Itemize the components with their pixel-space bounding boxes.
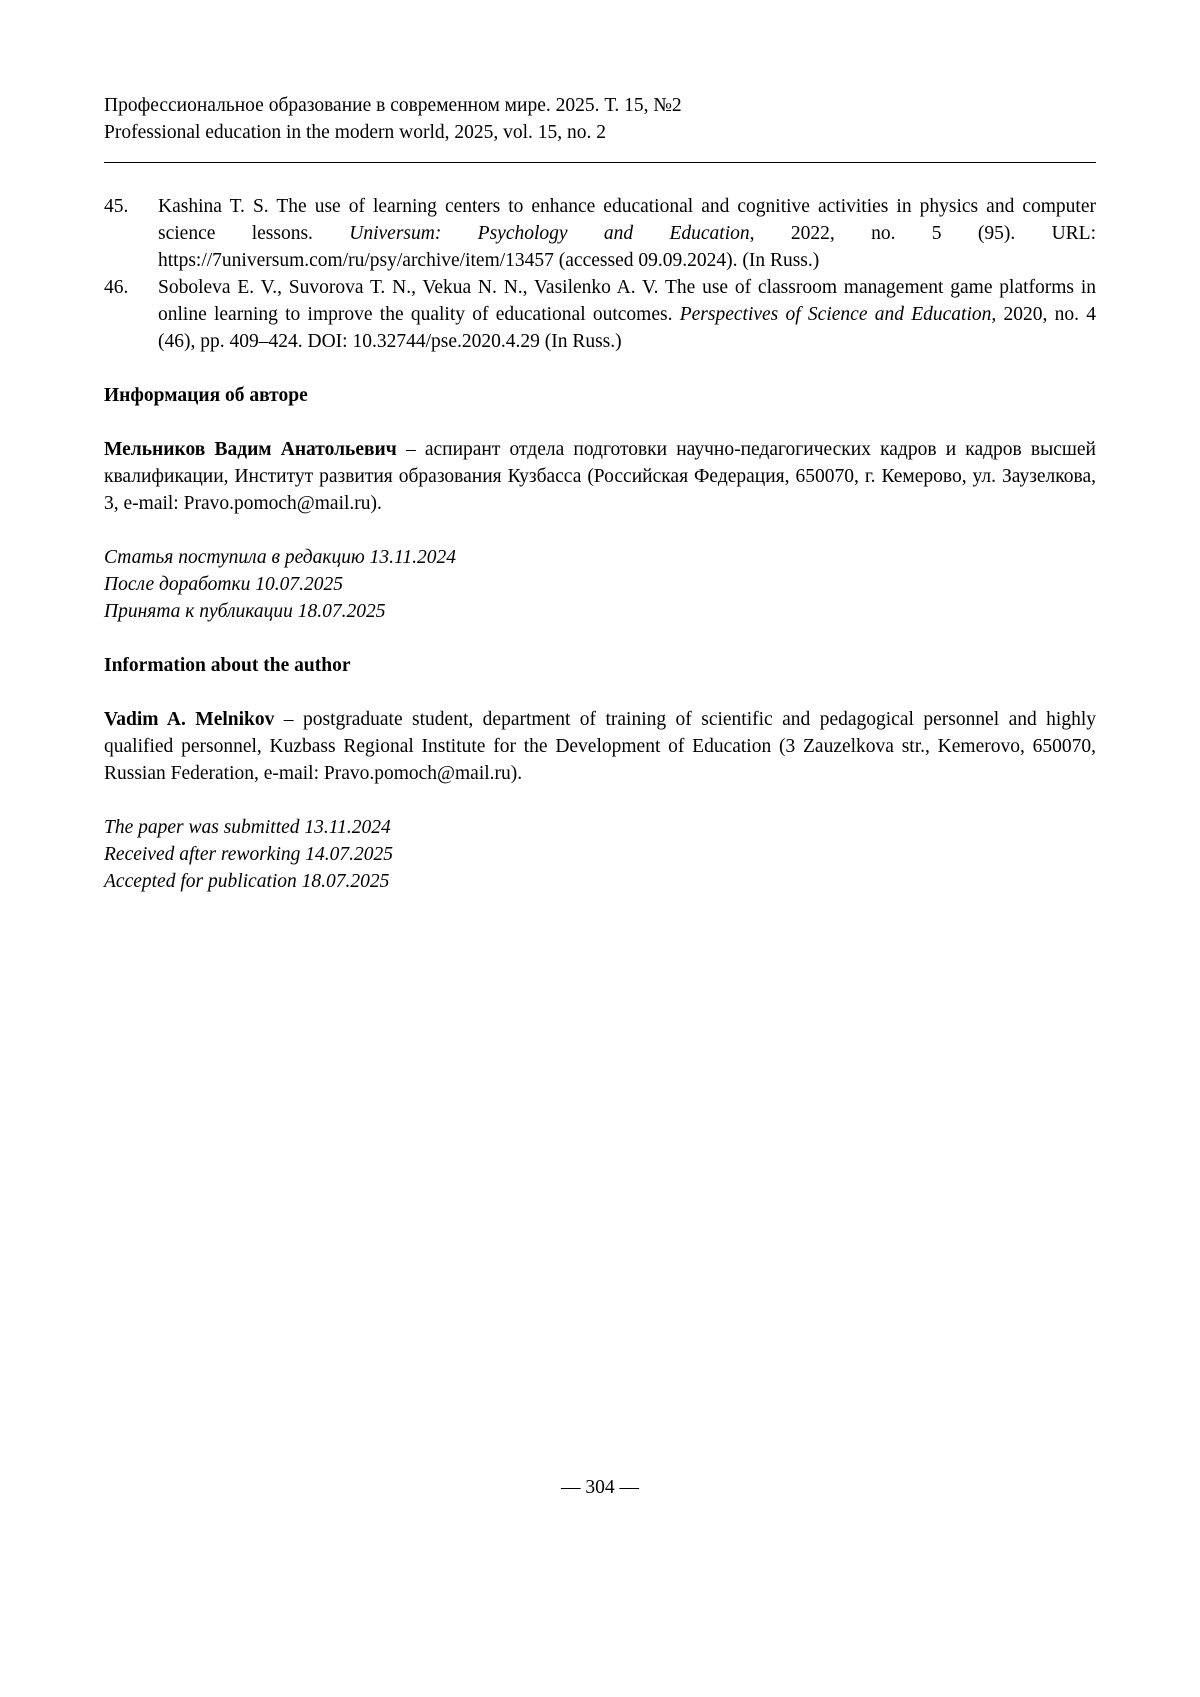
author-paragraph-ru bbox=[104, 436, 1096, 517]
date-reworked-en: Received after reworking 14.07.2025 bbox=[104, 844, 393, 865]
journal-title-ru: Профессиональное образование в современном мире. 2025. Т. 15, №2 bbox=[104, 95, 682, 116]
reference-text-part: , 2022, no. 5 (95). URL: https://7universum.com/ru/psy/archive/item/13457 (accessed 09.09.2024). (In Russ.) bbox=[158, 223, 1097, 271]
date-accepted-ru: Принята к публикации 18.07.2025 bbox=[104, 601, 386, 622]
reference-number: 46. bbox=[104, 277, 129, 298]
reference-text-part: Kashina T. S. The use of learning centers to enhance educational and cognitive activities in physics and computer science lessons. bbox=[158, 196, 1096, 244]
section-heading-author-info-en: Information about the author bbox=[104, 655, 351, 676]
running-header bbox=[104, 92, 1096, 163]
reference-text-part: 2020, no. 4 (46), pp. 409–424. DOI: 10.32744/pse.2020.4.29 (In Russ.) bbox=[158, 304, 1096, 352]
author-bio-en: – postgraduate student, department of training of scientific and pedagogical personnel and highly qualified personnel, Kuzbass Regional Institute for the Development of Education (3 Zauzelkova str., Kemerovo, 650070, Russian Federation, e-mail: Pravo.pomoch@mail.ru). bbox=[104, 709, 1096, 784]
author-name-en: Vadim A. Melnikov bbox=[104, 709, 275, 730]
reference-text-part: Soboleva E. V., Suvorova T. N., Vekua N. N., Vasilenko A. V. The use of classroom management game platforms in online learning to improve the quality of educational outcomes. bbox=[158, 277, 1096, 325]
journal-name: Universum: Psychology and Education bbox=[349, 223, 750, 244]
author-bio-ru: – аспирант отдела подготовки научно-педагогических кадров и кадров высшей квалификации, Институт развития образования Кузбасса (Российская Федерация, 650070, г. Кемерово, ул. Заузелкова, 3, e-mail: Pravo.pomoch@mail.ru). bbox=[104, 439, 1096, 514]
reference-text bbox=[158, 193, 1096, 274]
author-name-ru: Мельников Вадим Анатольевич bbox=[104, 439, 397, 460]
page-number: — 304 — bbox=[561, 1477, 639, 1498]
article-dates-ru bbox=[104, 544, 1096, 625]
header-rule bbox=[104, 162, 1096, 163]
date-accepted-en: Accepted for publication 18.07.2025 bbox=[104, 871, 390, 892]
reference-item-45 bbox=[104, 193, 1096, 274]
date-reworked-ru: После доработки 10.07.2025 bbox=[104, 574, 343, 595]
reference-number: 45. bbox=[104, 196, 129, 217]
article-dates-en bbox=[104, 814, 1096, 895]
journal-name: Perspectives of Science and Education, bbox=[679, 304, 997, 325]
reference-text bbox=[158, 274, 1096, 355]
reference-list bbox=[104, 193, 1096, 355]
reference-item-46 bbox=[104, 274, 1096, 355]
journal-title-en: Professional education in the modern world, 2025, vol. 15, no. 2 bbox=[104, 122, 607, 143]
date-submitted-ru: Статья поступила в редакцию 13.11.2024 bbox=[104, 547, 456, 568]
author-paragraph-en bbox=[104, 706, 1096, 787]
section-heading-author-info-ru: Информация об авторе bbox=[104, 385, 308, 406]
date-submitted-en: The paper was submitted 13.11.2024 bbox=[104, 817, 391, 838]
